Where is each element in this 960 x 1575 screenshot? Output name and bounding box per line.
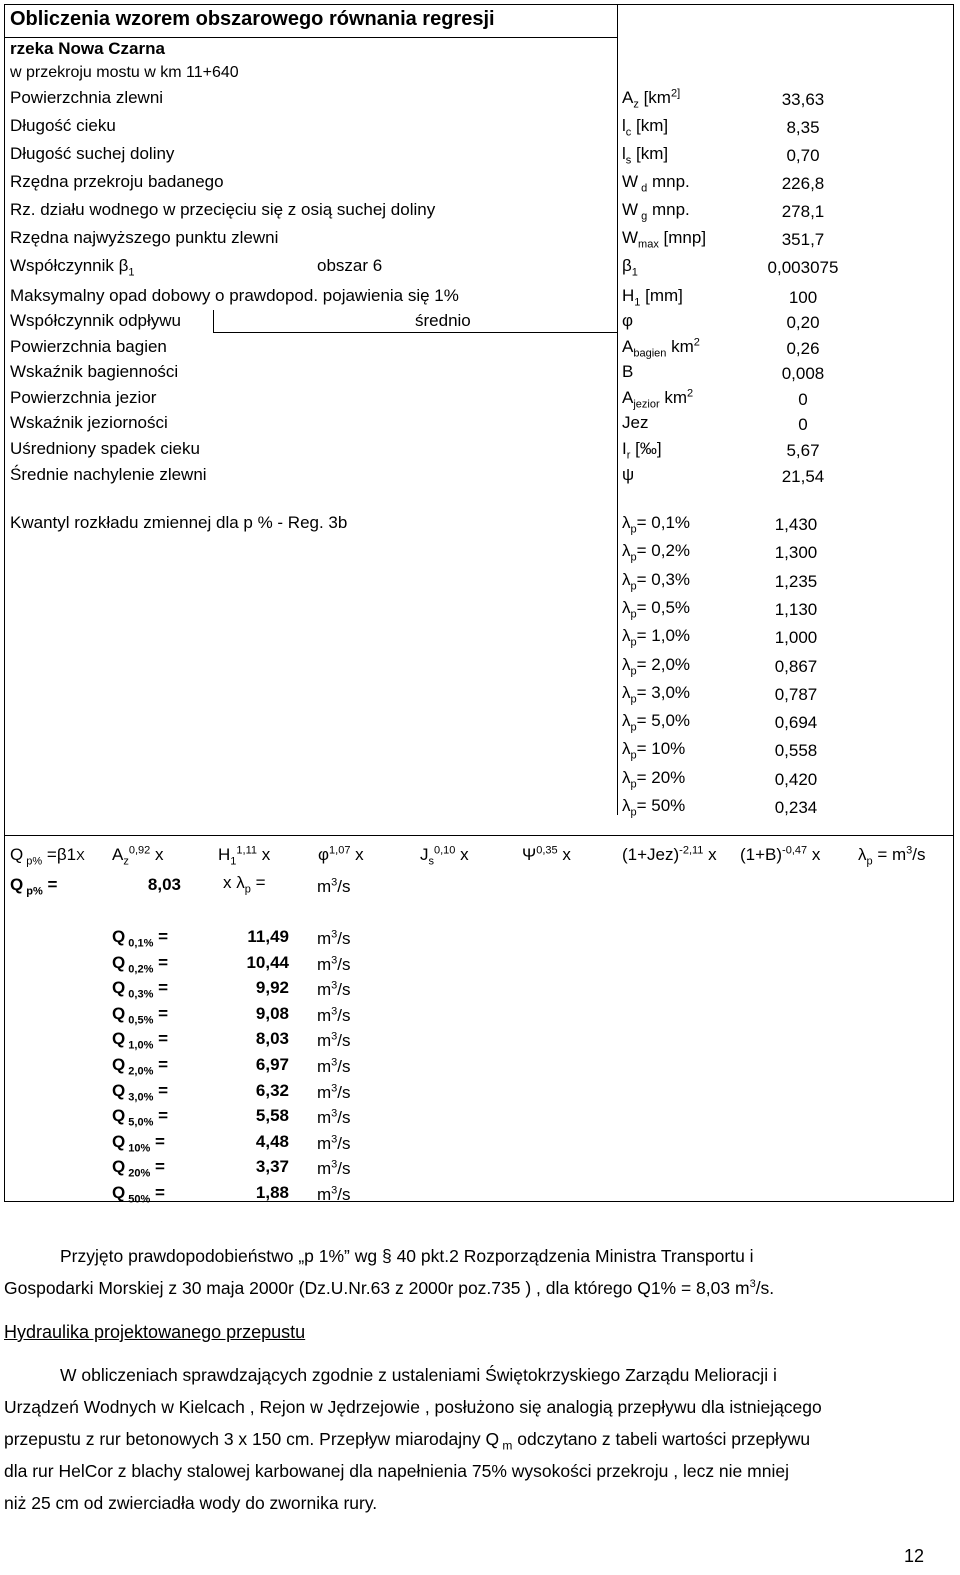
quantile-value: 0,420	[774, 769, 818, 789]
result-q-label: Q $_{0,5\%}$ =	[112, 1003, 169, 1027]
param-label: Współczynnik $\beta_1$	[10, 256, 135, 279]
result-unit: $m^3/s$	[317, 1184, 351, 1204]
spreadsheet-table	[4, 4, 954, 1206]
hydraulics-line5: niż 25 cm od zwierciadła wody do zwornika rury.	[4, 1493, 378, 1513]
result-unit: $m^3/s$	[317, 1030, 351, 1051]
param-value: 226,8	[781, 174, 825, 193]
result-unit: $m^3/s$	[317, 1133, 351, 1153]
quantile-probability: $\lambda_p= 0,2\%$	[622, 541, 691, 564]
param-label: Powierzchnia zlewni	[10, 88, 164, 107]
result-value: 1,88	[255, 1183, 289, 1202]
param-value: 0	[798, 390, 808, 409]
result-q-label: Q $_{50\%}$ =	[112, 1183, 165, 1206]
quantile-value: 1,235	[774, 571, 818, 591]
param-symbol: W $_d$ mnp.	[622, 172, 690, 195]
result-q: Q $_{p\%}$ =	[10, 875, 58, 898]
probability-note-line2: Gospodarki Morskiej z 30 maja 2000r (Dz.U.Nr.63 z 2000r poz.735 ) , dla którego Q1% = 8,03 $m^3/s$.	[4, 1278, 775, 1298]
quantile-value: 1,300	[774, 543, 818, 563]
hydraulics-paragraph	[4, 1359, 954, 1519]
result-q1-value: 8,03	[147, 875, 181, 894]
result-q-label: Q $_{3,0\%}$ =	[112, 1080, 169, 1103]
quantile-value: 0,867	[774, 656, 818, 676]
param-label: Uśredniony spadek cieku	[10, 439, 200, 458]
hydraulics-line4: dla rur HelCor z blachy stalowej karbowanej dla napełnienia 75% wysokości przekroju , lecz nie mniej	[4, 1461, 789, 1481]
param-label: Rzędna najwyższego punktu zlewni	[10, 228, 279, 247]
quantile-probability: $\lambda_p= 2,0\%$	[622, 654, 691, 677]
quantile-value: 1,000	[774, 628, 818, 648]
param-value: 0,008	[781, 364, 825, 383]
quantile-value: 0,234	[774, 798, 818, 817]
param-value: 0,26	[786, 339, 820, 358]
param-value: 33,63	[781, 90, 825, 109]
param-label: Rzędna przekroju badanego	[10, 172, 224, 191]
param-value: 21,54	[781, 467, 825, 486]
result-q-label: Q $_{5,0\%}$ =	[112, 1106, 169, 1129]
param-symbol: Jez	[622, 413, 649, 432]
param-symbol: $l_c$ [km]	[622, 116, 669, 139]
probability-note-line1: Przyjęto prawdopodobieństwo „p 1%” wg § 40 pkt.2 Rozporządzenia Ministra Transportu i	[60, 1246, 754, 1266]
param-symbol: $H_1$ [mm]	[622, 286, 683, 309]
result-value: 8,03	[255, 1029, 289, 1049]
quantile-value: 1,430	[774, 515, 818, 534]
quantile-value: 0,558	[774, 741, 818, 761]
param-symbol: W $_g$ mnp.	[622, 200, 690, 223]
param-value: 351,7	[781, 230, 825, 249]
hydraulics-line1: W obliczeniach sprawdzających zgodnie z ustaleniami Świętokrzyskiego Zarządu Melioracji i	[60, 1365, 777, 1385]
result-unit: $m^3/s$	[317, 979, 351, 1000]
formula-h1: $H_1^{1,11}$ x	[218, 844, 271, 868]
param-symbol: $W_{max}$ [mnp]	[622, 228, 707, 251]
param-value: 100	[788, 288, 818, 307]
param-symbol: $l_s$ [km]	[622, 144, 669, 167]
quantile-probability: $\lambda_p= 0,5\%$	[622, 597, 691, 621]
param-symbol: B	[622, 362, 634, 381]
param-extra: średnio	[415, 311, 471, 330]
result-value: 6,32	[255, 1080, 289, 1100]
result-value: 11,49	[247, 927, 289, 946]
result-unit: $m^3/s$	[317, 953, 351, 974]
result-q-label: Q $_{1,0\%}$ =	[112, 1029, 169, 1052]
river-name: rzeka Nowa Czarna	[10, 39, 165, 58]
result-value: 4,48	[255, 1131, 289, 1151]
param-label: Średnie nachylenie zlewni	[10, 465, 207, 484]
param-value: 0,003075	[767, 258, 839, 277]
formula-js: $J_s^{0,10}$ x	[420, 844, 469, 868]
result-unit: $m^3/s$	[317, 1056, 351, 1076]
param-label: Długość cieku	[10, 116, 116, 135]
formula-q: Q $_{p\%}$ =β1X	[10, 845, 85, 868]
result-q-label: Q $_{0,3\%}$ =	[112, 978, 169, 1001]
section-location: w przekroju mostu w km 11+640	[10, 64, 239, 81]
quantile-probability: $\lambda_p= 20\%$	[622, 767, 686, 791]
result-unit: $m^3/s$	[317, 1081, 351, 1102]
quantile-probability: $\lambda_p= 0,3\%$	[622, 569, 691, 592]
param-label: Wskaźnik jeziorności	[10, 413, 168, 432]
formula-az: $A_z^{0,92}$ x	[112, 844, 164, 868]
probability-note	[4, 1240, 954, 1304]
param-value: 0,20	[786, 313, 820, 332]
hydraulics-line2: Urządzeń Wodnych w Kielcach , Rejon w Jędrzejowie , posłużono się analogią przepływu dla istniejącego	[4, 1397, 822, 1417]
result-unit: $m^3/s$	[317, 1005, 351, 1025]
result-unit: $m^3/s$	[317, 1107, 351, 1128]
result-q-label: Q $_{10\%}$ =	[112, 1131, 165, 1155]
result-value: 5,58	[255, 1106, 289, 1126]
result-q-label: Q $_{2,0\%}$ =	[112, 1055, 169, 1078]
param-extra: obszar 6	[317, 256, 383, 275]
formula-jez: $(1+Jez)^{-2,11}$ x	[622, 844, 717, 864]
result-value: 10,44	[246, 952, 289, 972]
quantile-label: Kwantyl rozkładu zmiennej dla p % - Reg. 3b	[10, 513, 348, 532]
param-value: 0	[798, 415, 808, 434]
page-number: 12	[903, 1546, 924, 1566]
param-label: Długość suchej doliny	[10, 144, 175, 163]
param-value: 8,35	[786, 118, 820, 137]
formula-divider	[5, 835, 953, 836]
param-label: Powierzchnia bagien	[10, 337, 167, 356]
formula-phi: $\varphi^{1,07}$ x	[318, 844, 364, 864]
formula-lambda: $\lambda_p = m^3/s$	[858, 844, 926, 868]
formula-psi: Ψ$^{0,35}$ x	[522, 844, 571, 864]
param-value: 0,70	[786, 146, 820, 165]
result-unit: $m^3/s$	[317, 928, 351, 948]
result-value: 3,37	[255, 1157, 289, 1177]
param-symbol: $A_{jezior}$ $km^2$	[622, 387, 694, 411]
quantile-value: 0,694	[774, 713, 818, 733]
param-value: 5,67	[786, 441, 820, 460]
cell-border	[213, 310, 617, 333]
result-q-label: Q $_{20\%}$ =	[112, 1157, 165, 1180]
hydraulics-line3: przepustu z rur betonowych 3 x 150 cm. Przepływ miarodajny Q $_m$ odczytano z tabeli wartości przepływu	[4, 1429, 811, 1453]
param-symbol: ψ	[622, 465, 635, 484]
header-divider	[5, 37, 617, 38]
result-unit: $m^3/s$	[317, 876, 351, 896]
param-symbol: $A_{bagien}$ $km^2$	[622, 336, 700, 360]
param-symbol: $I_r$ [‰]	[622, 439, 662, 462]
result-value: 9,08	[255, 1003, 289, 1023]
param-symbol: $\beta_1$	[622, 256, 638, 279]
param-value: 278,1	[781, 202, 825, 221]
quantile-probability: $\lambda_p= 0,1\%$	[622, 513, 691, 536]
param-label: Współczynnik odpływu	[10, 311, 182, 330]
quantile-probability: $\lambda_p= 10\%$	[622, 739, 686, 762]
param-symbol: $A_z$ [$km^{2]}$	[622, 87, 681, 111]
quantile-probability: $\lambda_p= 3,0\%$	[622, 682, 691, 706]
param-label: Powierzchnia jezior	[10, 388, 157, 407]
formula-bag: $(1+B)^{-0,47}$ x	[740, 844, 821, 864]
quantile-value: 0,787	[774, 684, 818, 704]
quantile-probability: $\lambda_p= 1,0\%$	[622, 626, 691, 649]
result-q-label: Q $_{0,2\%}$ =	[112, 952, 169, 975]
result-value: 9,92	[255, 978, 289, 998]
param-label: Wskaźnik bagienności	[10, 362, 179, 381]
quantile-value: 1,130	[774, 599, 818, 619]
result-q-label: Q $_{0,1\%}$ =	[112, 927, 169, 950]
quantile-probability: $\lambda_p= 50\%$	[622, 796, 686, 819]
result-multiplier: x $\lambda_p$ =	[223, 873, 266, 896]
quantile-probability: $\lambda_p= 5,0\%$	[622, 711, 691, 734]
section-heading: Hydraulika projektowanego przepustu	[4, 1322, 306, 1342]
param-label: Maksymalny opad dobowy o prawdopod. pojawienia się 1%	[10, 286, 459, 305]
sheet-title: Obliczenia wzorem obszarowego równania regresji	[10, 8, 495, 30]
result-value: 6,97	[255, 1055, 289, 1074]
column-divider	[617, 5, 618, 815]
param-label: Rz. działu wodnego w przecięciu się z osią suchej doliny	[10, 200, 436, 219]
result-unit: $m^3/s$	[317, 1158, 351, 1179]
param-symbol: φ	[622, 311, 634, 330]
